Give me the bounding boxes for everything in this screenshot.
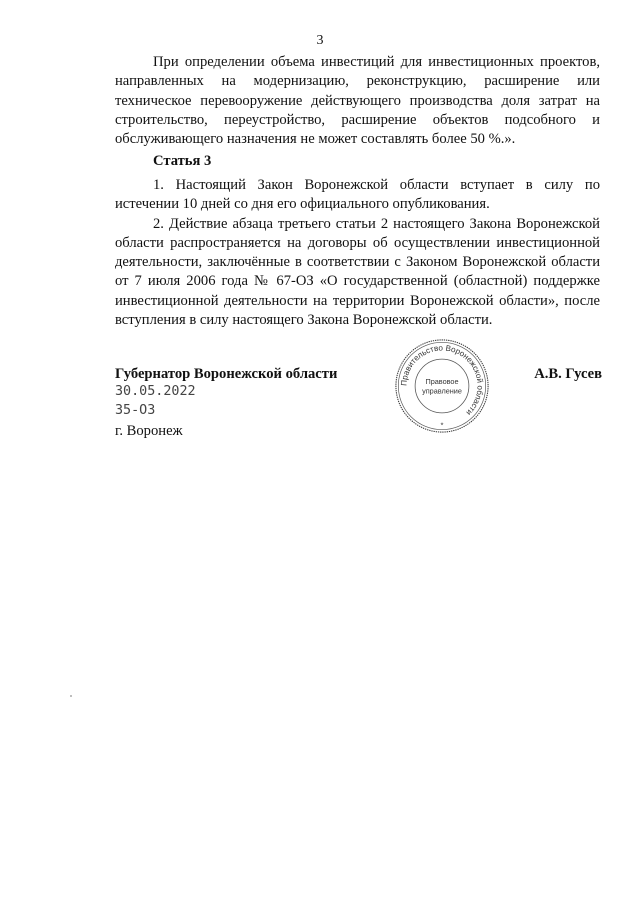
signing-city: г. Воронеж <box>115 423 183 439</box>
law-number: 35-ОЗ <box>115 403 156 418</box>
article-paragraph-1: 1. Настоящий Закон Воронежской области вступает в силу по истечении 10 дней со дня его официального опубликования. <box>115 177 600 213</box>
stamp-ring-text: Правительство Воронежской области <box>399 343 485 418</box>
article-paragraph-2: 2. Действие абзаца третьего статьи 2 настоящего Закона Воронежской области распространяется на договоры об осуществлении инвестиционной деятельности, заключённые в соответствии с Законом Воронежской области от 7 июля 2006 года № 67-ОЗ «О государственной (областной) поддержке инвестиционной деятельности на территории Воронежской области», после вступления в силу настоящего Закона Воронежской области. <box>115 215 600 329</box>
article-heading: Статья 3 <box>153 153 212 169</box>
intro-paragraph-block <box>115 53 600 149</box>
stamp-center-line2: управление <box>422 386 462 396</box>
signer-title: Губернатор Воронежской области <box>115 366 338 382</box>
signer-name: А.В. Гусев <box>534 366 602 382</box>
scan-speck <box>70 695 72 697</box>
article-body <box>115 176 600 330</box>
stamp-center-line1: Правовое <box>425 377 459 387</box>
page-number: 3 <box>316 33 324 48</box>
official-stamp <box>394 338 490 434</box>
stamp-star-icon: * <box>440 420 444 430</box>
signing-date: 30.05.2022 <box>115 384 196 399</box>
intro-paragraph: При определении объема инвестиций для инвестиционных проектов, направленных на модернизацию, реконструкцию, расширение или техническое перевооружение действующего производства доля затрат на строительство, переустройство, расширение объектов подсобного и обслуживающего назначения не может составлять более 50 %.». <box>115 54 600 148</box>
